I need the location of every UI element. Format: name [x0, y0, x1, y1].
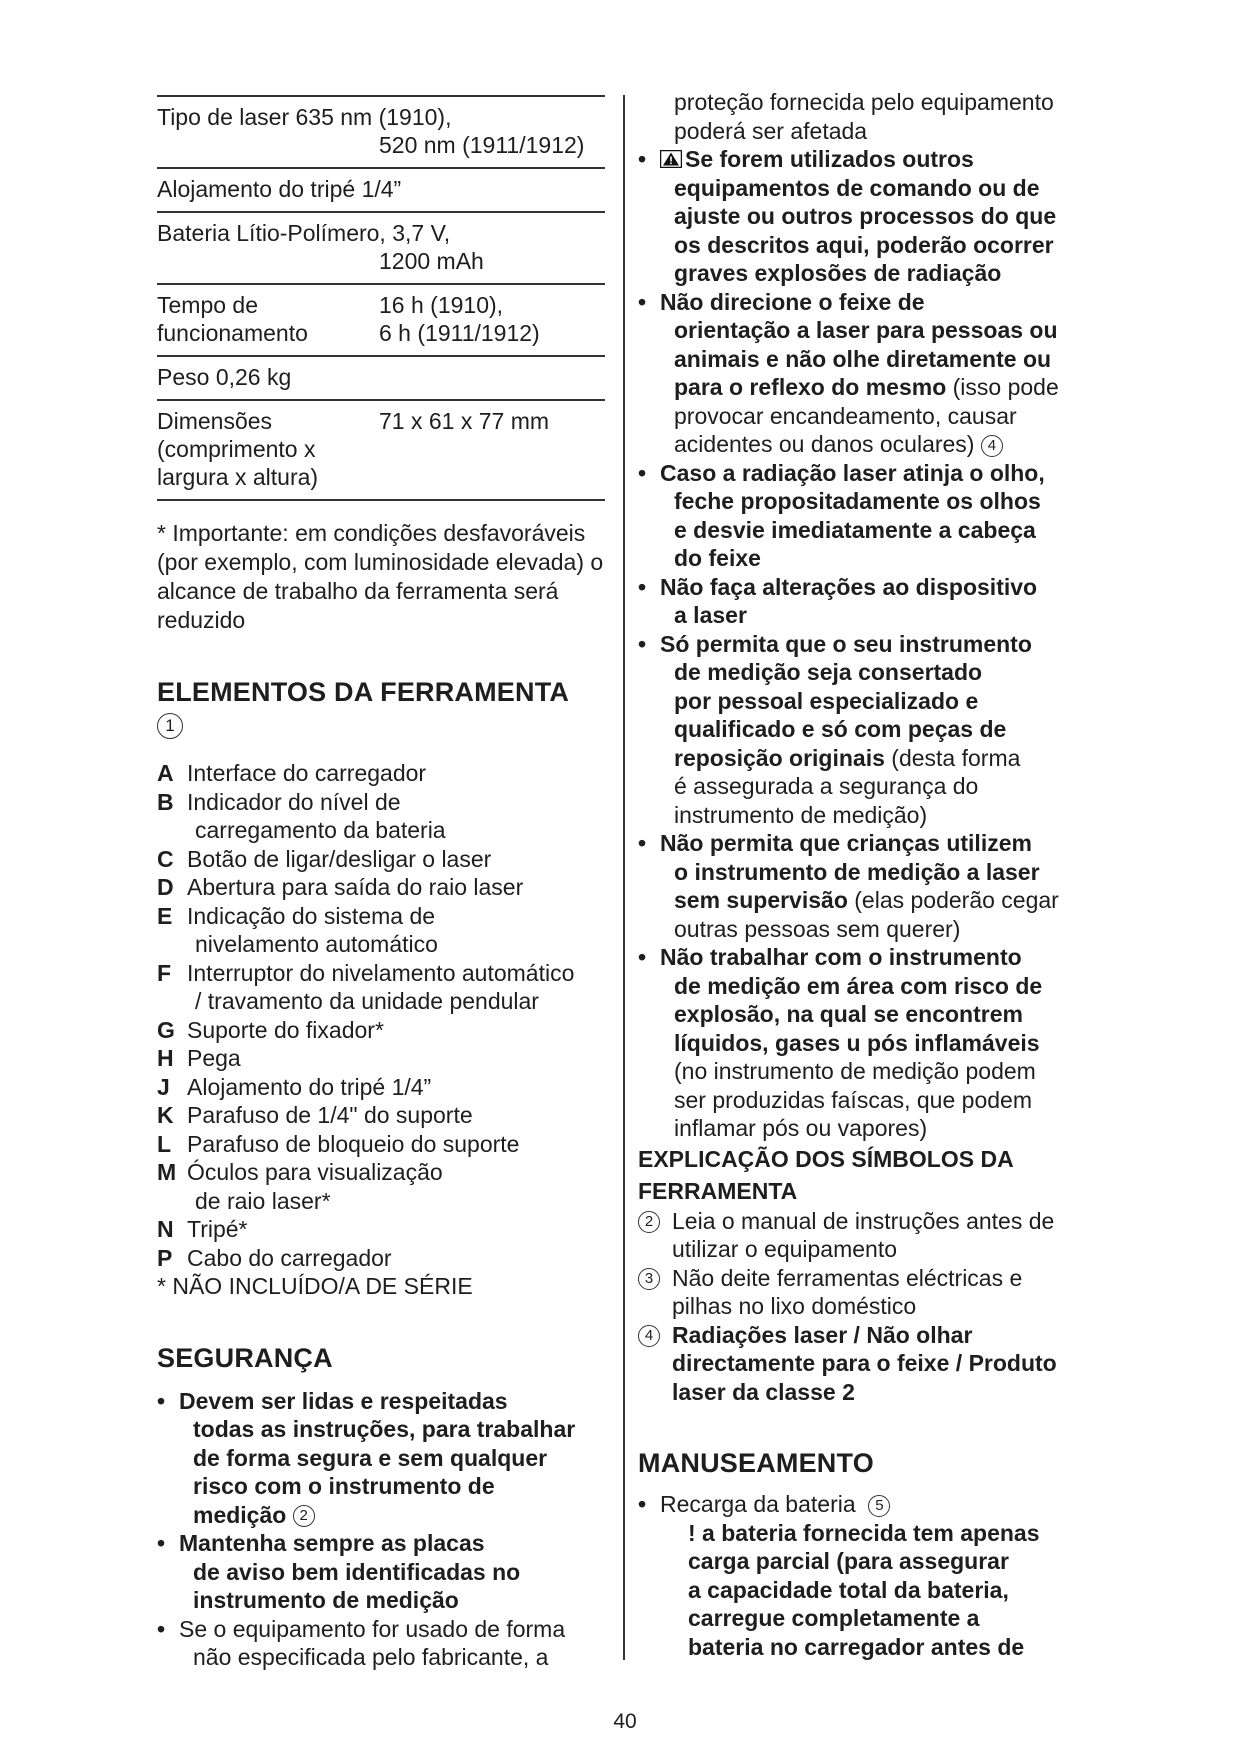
item-line: a capacidade total da bateria, — [688, 1576, 1009, 1603]
item-line: provocar encandeamento, causar — [674, 402, 1017, 429]
item-line — [660, 886, 1098, 915]
item-line-text: medição — [193, 1501, 287, 1528]
item-text — [187, 1101, 612, 1130]
bullet: • — [157, 1530, 166, 1556]
item-line: nivelamento automático — [195, 931, 438, 957]
bullet-spacer — [638, 88, 660, 145]
item-text — [187, 759, 612, 788]
item-line: pilhas no lixo doméstico — [672, 1293, 917, 1319]
item-line-text: para o reflexo do mesmo — [674, 374, 947, 400]
item-line: Indicador do nível de — [187, 788, 401, 815]
page-number: 40 — [613, 1710, 637, 1733]
item-line-text: (isso pode — [946, 374, 1059, 400]
figure-ref-4: 4 — [981, 435, 1003, 457]
bullet: • — [157, 1387, 166, 1414]
spec-row-dimensions — [157, 401, 605, 501]
spec-value: 1200 mAh — [379, 248, 484, 274]
safety-heading: SEGURANÇA — [157, 1342, 333, 1373]
item-line: Parafuso de 1/4" do suporte — [187, 1102, 473, 1128]
item-line-text: (desta forma — [884, 744, 1021, 771]
item-line: de medição seja consertado — [674, 659, 983, 685]
item-line: Devem ser lidas e respeitadas — [179, 1387, 508, 1414]
figure-ref-1: 1 — [157, 713, 183, 739]
spec-table — [157, 95, 605, 501]
handling-heading: MANUSEAMENTO — [638, 1448, 874, 1478]
item-line: carregue completamente a — [688, 1605, 980, 1631]
spec-key: Alojamento do tripé 1/4” — [157, 176, 402, 202]
item-line: Caso a radiação laser atinja o olho, — [660, 459, 1045, 486]
handling-list — [638, 1490, 1098, 1661]
item-text — [660, 829, 1098, 943]
item-line: animais e não olhe diretamente ou — [674, 345, 1052, 372]
list-item — [638, 943, 1098, 1143]
item-line: os descritos aqui, poderão ocorrer — [674, 231, 1054, 258]
spec-row-runtime — [157, 285, 605, 357]
item-letter: K — [157, 1102, 174, 1128]
right-column — [638, 88, 1098, 1661]
item-text — [179, 1529, 612, 1615]
symbol-ref — [638, 1321, 672, 1407]
item-line: ! a bateria fornecida tem apenas — [688, 1519, 1040, 1546]
spec-key-line: Tempo de — [157, 292, 259, 318]
item-line: (no instrumento de medição podem — [674, 1058, 1036, 1084]
list-item — [157, 1387, 612, 1530]
item-line: Interruptor do nivelamento automático — [187, 959, 575, 986]
item-text — [187, 1130, 612, 1159]
heading-line: FERRAMENTA — [638, 1177, 798, 1204]
item-text — [660, 459, 1098, 573]
item-text — [660, 88, 1098, 145]
list-item — [157, 1130, 612, 1159]
item-line: Não trabalhar com o instrumento — [660, 944, 1022, 970]
heading-line: EXPLICAÇÃO DOS SÍMBOLOS DA — [638, 1145, 1014, 1172]
spec-key — [157, 407, 379, 491]
item-line: o instrumento de medição a laser — [674, 858, 1040, 885]
item-text — [179, 1387, 612, 1530]
item-text — [672, 1321, 1098, 1407]
item-line: por pessoal especializado e — [674, 687, 979, 714]
item-line: instrumento de medição — [193, 1587, 459, 1613]
item-letter: J — [157, 1073, 170, 1100]
list-item — [157, 1158, 612, 1215]
symbols-heading — [638, 1143, 1098, 1207]
item-line: outras pessoas sem querer) — [674, 915, 961, 942]
symbol-ref — [638, 1207, 672, 1264]
list-item — [638, 829, 1098, 943]
item-line-text: Se forem utilizados outros — [685, 146, 974, 172]
laser-warning-icon — [660, 150, 682, 168]
item-letter: P — [157, 1244, 173, 1271]
spec-row-laser — [157, 97, 605, 169]
list-item — [157, 1244, 612, 1273]
item-line: equipamentos de comando ou de — [674, 174, 1040, 201]
bullet: • — [157, 1615, 166, 1642]
item-line: Botão de ligar/desligar o laser — [187, 845, 492, 872]
item-text — [672, 1207, 1098, 1264]
bullet: • — [638, 944, 647, 970]
list-item — [157, 1044, 612, 1073]
list-item — [157, 902, 612, 959]
item-line — [660, 1491, 890, 1517]
symbol-item — [638, 1264, 1098, 1321]
elements-list — [157, 759, 612, 1301]
item-line: a laser — [674, 602, 747, 628]
item-line-text: sem supervisão — [674, 887, 848, 913]
item-line: Mantenha sempre as placas — [179, 1530, 485, 1556]
item-text — [660, 288, 1098, 459]
item-line: Alojamento do tripé 1/4” — [187, 1073, 432, 1100]
item-line — [660, 430, 1098, 459]
spec-key — [157, 291, 379, 347]
list-item — [638, 145, 1098, 288]
item-line: de aviso bem identificadas no — [193, 1558, 521, 1585]
safety-list — [157, 1387, 612, 1672]
left-column — [157, 95, 612, 1672]
item-text — [660, 145, 1098, 288]
item-line: Se o equipamento for usado de forma — [179, 1615, 566, 1642]
elements-ref — [157, 713, 612, 739]
item-line: de raio laser* — [195, 1187, 331, 1214]
item-letter: A — [157, 760, 174, 786]
bullet: • — [638, 146, 647, 172]
item-letter: C — [157, 845, 174, 872]
spec-value: 520 nm (1911/1912) — [379, 132, 585, 158]
item-letter: D — [157, 874, 174, 900]
item-line: Óculos para visualização — [187, 1159, 443, 1185]
list-item — [157, 1101, 612, 1130]
item-letter: E — [157, 902, 173, 929]
item-line: carregamento da bateria — [195, 817, 446, 843]
item-line: Parafuso de bloqueio do suporte — [187, 1130, 520, 1157]
spec-row-tripod — [157, 169, 605, 213]
item-line: / travamento da unidade pendular — [195, 988, 539, 1014]
spec-key: Tipo de laser 635 nm (1910), — [157, 104, 452, 130]
spec-row-battery — [157, 213, 605, 285]
item-line: Pega — [187, 1045, 241, 1071]
figure-ref-5: 5 — [868, 1495, 890, 1517]
item-line: Indicação do sistema de — [187, 902, 436, 929]
item-text — [660, 630, 1098, 830]
spec-key: Peso 0,26 kg — [157, 364, 292, 390]
item-line: Não faça alterações ao dispositivo — [660, 573, 1038, 600]
bullet: • — [638, 573, 647, 600]
item-text — [179, 1615, 612, 1672]
spec-key-line: Dimensões — [157, 408, 273, 434]
spec-key: Bateria Lítio-Polímero, 3,7 V, — [157, 220, 451, 246]
item-line: carga parcial (para assegurar — [688, 1548, 1009, 1574]
item-letter: H — [157, 1045, 174, 1071]
spec-value — [379, 407, 605, 491]
item-line: explosão, na qual se encontrem — [674, 1001, 1023, 1027]
item-text — [187, 1215, 612, 1244]
spec-value-line: 6 h (1911/1912) — [379, 320, 540, 346]
item-line: e desvie imediatamente a cabeça — [674, 516, 1036, 543]
item-line — [660, 744, 1098, 773]
item-line: de forma segura e sem qualquer — [193, 1444, 548, 1471]
item-text — [660, 943, 1098, 1143]
item-line: Só permita que o seu instrumento — [660, 630, 1032, 657]
item-line: feche propositadamente os olhos — [674, 488, 1041, 514]
list-item — [638, 573, 1098, 630]
elements-heading: ELEMENTOS DA FERRAMENTA — [157, 677, 570, 707]
item-line: Radiações laser / Não olhar — [672, 1321, 973, 1348]
item-line: líquidos, gases u pós inflamáveis — [674, 1029, 1040, 1056]
spec-value-line: 16 h (1910), — [379, 292, 504, 318]
item-line: ajuste ou outros processos do que — [674, 203, 1057, 229]
item-text — [187, 873, 612, 902]
item-line: Não permita que crianças utilizem — [660, 830, 1032, 856]
item-line-text: reposição originais — [674, 744, 885, 771]
figure-ref-3: 3 — [638, 1268, 660, 1290]
item-text — [672, 1264, 1098, 1321]
item-line — [660, 373, 1098, 402]
item-line: Não deite ferramentas eléctricas e — [672, 1264, 1023, 1291]
spec-row-weight — [157, 357, 605, 401]
list-item — [638, 630, 1098, 830]
item-line: utilizar o equipamento — [672, 1236, 898, 1262]
item-line: directamente para o feixe / Produto — [672, 1350, 1057, 1376]
item-line: Leia o manual de instruções antes de — [672, 1207, 1055, 1234]
item-line: orientação a laser para pessoas ou — [674, 317, 1058, 343]
bullet: • — [638, 288, 647, 315]
bullet: • — [638, 1491, 647, 1517]
item-line: do feixe — [674, 545, 761, 571]
item-line: todas as instruções, para trabalhar — [193, 1416, 576, 1442]
list-item — [157, 759, 612, 788]
item-line — [660, 146, 974, 172]
battery-warning — [660, 1519, 1098, 1662]
spec-value — [379, 291, 605, 347]
item-line: de medição em área com risco de — [674, 972, 1043, 999]
list-item — [157, 1016, 612, 1045]
list-item — [157, 1529, 612, 1615]
symbol-item — [638, 1207, 1098, 1264]
item-line: Interface do carregador — [187, 760, 427, 786]
symbol-ref — [638, 1264, 672, 1321]
item-text — [187, 902, 612, 959]
item-line: Suporte do fixador* — [187, 1016, 384, 1043]
not-included-note: * NÃO INCLUÍDO/A DE SÉRIE — [157, 1273, 473, 1299]
item-text — [187, 1244, 612, 1273]
item-line-text: acidentes ou danos oculares) — [674, 431, 975, 457]
item-line: Tripé* — [187, 1216, 248, 1242]
figure-ref-2: 2 — [293, 1505, 315, 1527]
column-divider — [623, 95, 625, 1660]
list-item — [157, 788, 612, 845]
item-letter: F — [157, 959, 172, 986]
list-item — [157, 1073, 612, 1102]
spec-value-line: 71 x 61 x 77 mm — [379, 408, 550, 434]
item-text — [660, 1490, 1098, 1661]
item-text — [187, 1016, 612, 1045]
item-letter: L — [157, 1130, 172, 1157]
figure-ref-2: 2 — [638, 1211, 660, 1233]
item-line: qualificado e só com peças de — [674, 716, 1007, 742]
item-text — [187, 845, 612, 874]
item-line: Abertura para saída do raio laser — [187, 874, 524, 900]
list-item — [638, 459, 1098, 573]
list-item-continued — [638, 88, 1098, 145]
item-line: instrumento de medição) — [674, 801, 928, 828]
item-line: é assegurada a segurança do — [674, 773, 979, 799]
item-letter: N — [157, 1216, 174, 1242]
item-line-text: Recarga da bateria — [660, 1491, 856, 1517]
item-text — [187, 1044, 612, 1073]
figure-ref-4: 4 — [638, 1325, 660, 1347]
item-text — [660, 573, 1098, 630]
symbol-item — [638, 1321, 1098, 1407]
bullet: • — [638, 630, 647, 657]
item-line: laser da classe 2 — [672, 1378, 855, 1405]
item-letter: M — [157, 1159, 177, 1185]
list-item — [157, 845, 612, 874]
item-line: graves explosões de radiação — [674, 260, 1002, 286]
list-item — [638, 288, 1098, 459]
item-text — [187, 1073, 612, 1102]
item-line: bateria no carregador antes de — [688, 1633, 1025, 1660]
spec-key-line: largura x altura) — [157, 464, 319, 490]
item-line-text: (elas poderão cegar — [847, 887, 1059, 913]
item-line: Cabo do carregador — [187, 1244, 392, 1271]
performance-note: * Importante: em condições desfavoráveis (por exemplo, com luminosidade elevada) o alcance de trabalho da ferramenta será reduzido — [157, 520, 604, 633]
item-line: proteção fornecida pelo equipamento — [674, 89, 1054, 115]
item-text — [187, 1158, 612, 1215]
item-line: risco com o instrumento de — [193, 1473, 495, 1499]
list-item — [157, 1615, 612, 1672]
spec-key-line: funcionamento — [157, 320, 308, 346]
item-line: ser produzidas faíscas, que podem — [674, 1086, 1032, 1113]
bullet: • — [638, 830, 647, 856]
item-letter: G — [157, 1016, 175, 1043]
item-line: não especificada pelo fabricante, a — [193, 1644, 549, 1670]
item-text — [187, 788, 612, 845]
list-item — [638, 1490, 1098, 1661]
spec-key-line: (comprimento x — [157, 436, 316, 462]
item-line: Não direcione o feixe de — [660, 288, 925, 315]
item-line: poderá ser afetada — [674, 117, 868, 144]
list-item — [157, 873, 612, 902]
list-item — [157, 1215, 612, 1244]
item-letter: B — [157, 788, 174, 815]
item-text — [187, 959, 612, 1016]
bullet: • — [638, 459, 647, 486]
item-line — [179, 1501, 612, 1530]
list-item — [157, 959, 612, 1016]
item-line: inflamar pós ou vapores) — [674, 1115, 928, 1141]
